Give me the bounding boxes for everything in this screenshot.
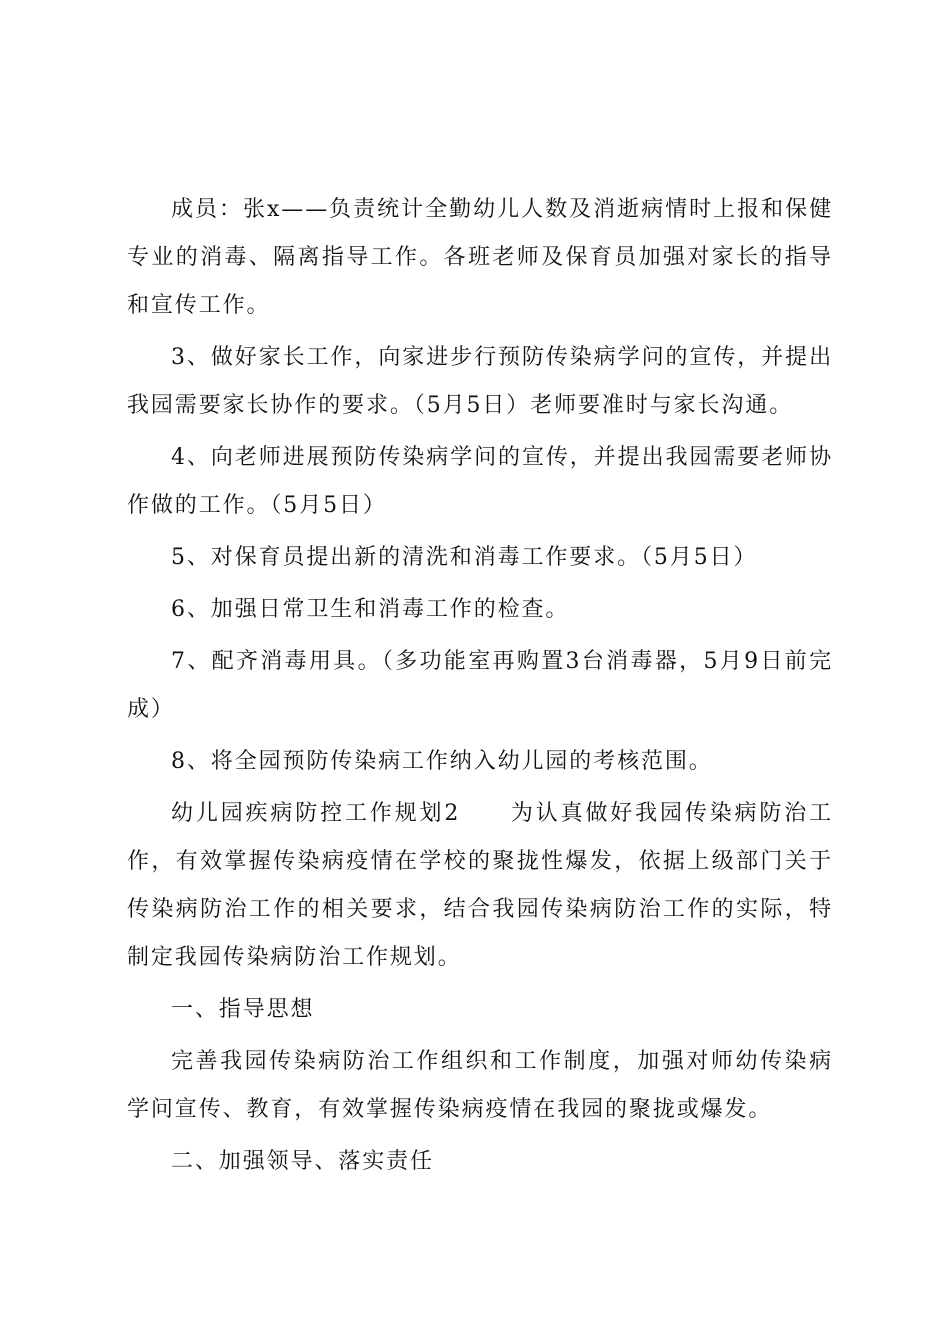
paragraph-item-6: 6、加强日常卫生和消毒工作的检查。 <box>171 597 570 622</box>
paragraph-members: 成员：张x——负责统计全勤幼儿人数及消逝病情时上报和保健专业的消毒、隔离指导工作。各班老师及保育员加强对家长的指导和宣传工作。 <box>127 197 833 318</box>
paragraph-plan-2-intro: 幼儿园疾病防控工作规划2 为认真做好我园传染病防治工作，有效掌握传染病疫情在学校的聚拢性爆发，依据上级部门关于传染病防治工作的相关要求，结合我园传染病防治工作的实际，特制定我园传染病防治工作规划。 <box>127 801 833 970</box>
paragraph-item-7: 7、配齐消毒用具。（多功能室再购置3台消毒器，5月9日前完成） <box>127 649 833 722</box>
paragraph-item-4: 4、向老师进展预防传染病学问的宣传，并提出我园需要老师协作做的工作。（5月5日） <box>127 445 833 518</box>
section-heading-leadership: 二、加强领导、落实责任 <box>171 1149 434 1174</box>
paragraph-item-3: 3、做好家长工作，向家进步行预防传染病学问的宣传，并提出我园需要家长协作的要求。（5月5日）老师要准时与家长沟通。 <box>127 345 833 418</box>
document-body <box>127 186 833 1186</box>
paragraph-guiding-ideology: 完善我园传染病防治工作组织和工作制度，加强对师幼传染病学问宣传、教育，有效掌握传染病疫情在我园的聚拢或爆发。 <box>127 1049 833 1122</box>
section-heading-guiding-ideology: 一、指导思想 <box>171 997 315 1022</box>
paragraph-item-5: 5、对保育员提出新的清洗和消毒工作要求。（5月5日） <box>171 545 758 570</box>
paragraph-item-8: 8、将全园预防传染病工作纳入幼儿园的考核范围。 <box>171 749 713 774</box>
